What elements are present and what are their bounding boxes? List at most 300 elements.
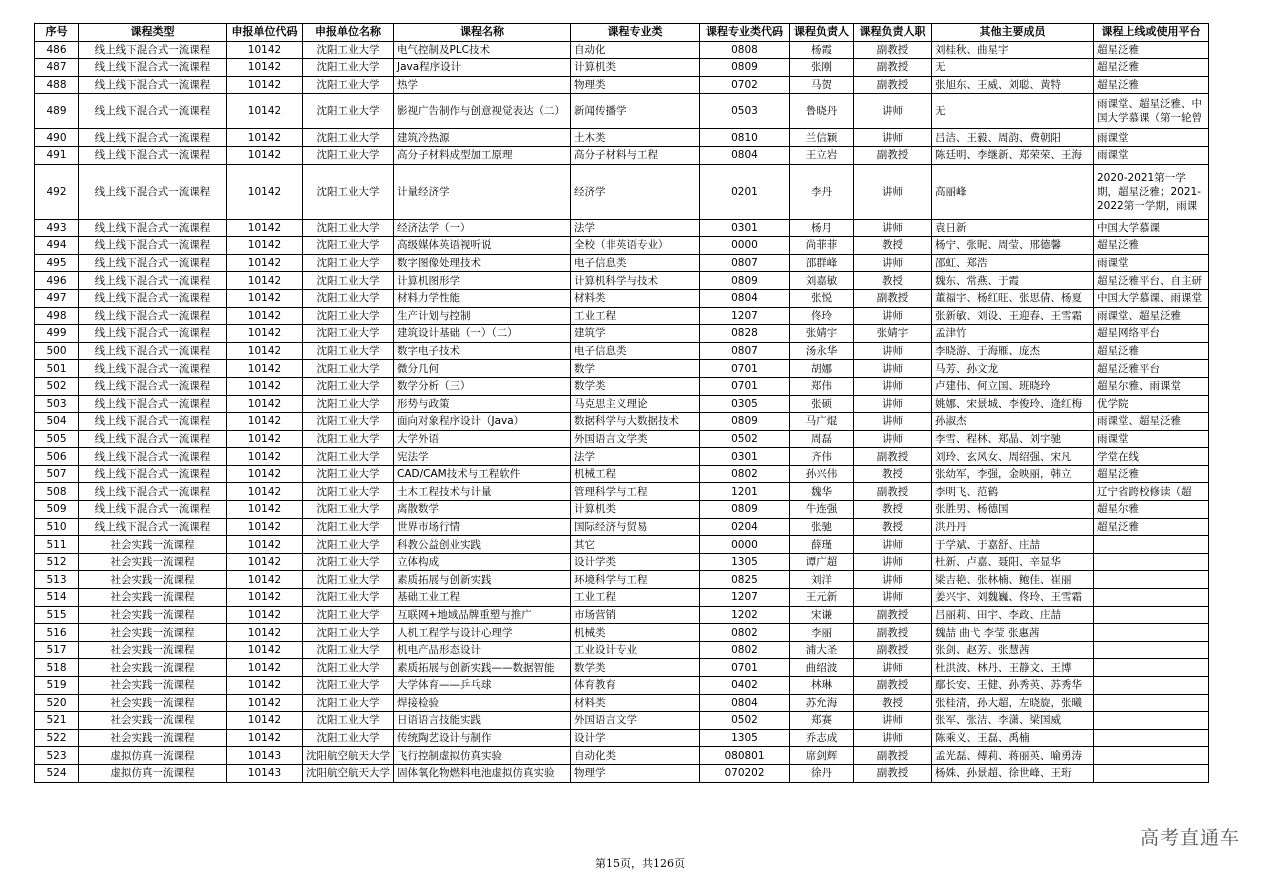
table-cell: 0804 — [700, 694, 790, 712]
table-cell — [1094, 694, 1209, 712]
table-cell: 高分子材料成型加工原理 — [394, 146, 571, 164]
table-cell: 副教授 — [854, 483, 932, 501]
table-cell: 10142 — [227, 325, 303, 343]
table-cell: 10142 — [227, 289, 303, 307]
table-cell: 体育教育 — [571, 677, 700, 695]
table-cell: 沈阳工业大学 — [303, 483, 394, 501]
table-cell: 雨课堂、超星泛雅、中国大学慕课（第一轮曾 — [1094, 94, 1209, 129]
table-cell: 10142 — [227, 342, 303, 360]
table-cell — [1094, 747, 1209, 765]
table-row — [35, 360, 1209, 378]
table-cell: 0301 — [700, 448, 790, 466]
table-cell: 谭广超 — [790, 553, 854, 571]
table-cell: 503 — [35, 395, 79, 413]
table-cell — [1094, 553, 1209, 571]
column-header: 课程专业类 — [571, 24, 700, 42]
table-cell: 林琳 — [790, 677, 854, 695]
table-cell: 王立岩 — [790, 146, 854, 164]
table-cell: 大学体育——乒乓球 — [394, 677, 571, 695]
table-cell: 沈阳工业大学 — [303, 325, 394, 343]
table-cell: 讲师 — [854, 413, 932, 431]
table-cell: 沈阳工业大学 — [303, 237, 394, 255]
table-cell: 辽宁省跨校修读（超 — [1094, 483, 1209, 501]
table-row — [35, 94, 1209, 129]
table-cell: 建筑设计基础（一）（二） — [394, 325, 571, 343]
table-cell: 社会实践一流课程 — [79, 589, 227, 607]
table-row — [35, 395, 1209, 413]
table-cell: 0802 — [700, 465, 790, 483]
table-row — [35, 307, 1209, 325]
table-cell: 雨课堂 — [1094, 254, 1209, 272]
table-row — [35, 465, 1209, 483]
table-cell: 讲师 — [854, 94, 932, 129]
page-footer: 第15页，共126页 — [595, 857, 685, 870]
table-cell: 张硕 — [790, 395, 854, 413]
table-row — [35, 146, 1209, 164]
table-cell: 焊接检验 — [394, 694, 571, 712]
table-cell: 10142 — [227, 219, 303, 237]
table-cell: 数学 — [571, 360, 700, 378]
table-cell: 504 — [35, 413, 79, 431]
table-cell: 10143 — [227, 747, 303, 765]
table-cell: 522 — [35, 729, 79, 747]
table-cell: 周磊 — [790, 430, 854, 448]
table-row — [35, 501, 1209, 519]
table-cell: 520 — [35, 694, 79, 712]
table-cell: 宪法学 — [394, 448, 571, 466]
table-cell: 孟光磊、傅莉、蒋丽英、喻勇涛 — [932, 747, 1094, 765]
table-cell: 512 — [35, 553, 79, 571]
table-cell: 499 — [35, 325, 79, 343]
table-cell: 机电产品形态设计 — [394, 641, 571, 659]
table-cell: 国际经济与贸易 — [571, 518, 700, 536]
table-cell: 10142 — [227, 59, 303, 77]
table-cell: 0809 — [700, 413, 790, 431]
table-cell: 507 — [35, 465, 79, 483]
table-cell: 管理科学与工程 — [571, 483, 700, 501]
table-cell: 董福宇、杨红旺、张思倩、杨夏 — [932, 289, 1094, 307]
table-cell: 大学外语 — [394, 430, 571, 448]
table-cell: 488 — [35, 76, 79, 94]
table-cell: 1207 — [700, 307, 790, 325]
table-cell: 沈阳工业大学 — [303, 272, 394, 290]
table-cell: 中国大学慕课、雨课堂 — [1094, 289, 1209, 307]
table-cell: 尚菲菲 — [790, 237, 854, 255]
table-cell: 沈阳工业大学 — [303, 254, 394, 272]
table-cell: 数据科学与大数据技术 — [571, 413, 700, 431]
table-row — [35, 641, 1209, 659]
table-cell: 沈阳工业大学 — [303, 571, 394, 589]
table-row — [35, 518, 1209, 536]
table-cell: 0809 — [700, 272, 790, 290]
table-cell: 土木工程技术与计量 — [394, 483, 571, 501]
table-cell: 487 — [35, 59, 79, 77]
table-cell: 工业工程 — [571, 589, 700, 607]
table-cell: Java程序设计 — [394, 59, 571, 77]
table-cell: 杨月 — [790, 219, 854, 237]
table-cell: 热学 — [394, 76, 571, 94]
table-cell: 沈阳航空航天大学 — [303, 747, 394, 765]
table-cell: 0305 — [700, 395, 790, 413]
table-cell: 线上线下混合式一流课程 — [79, 59, 227, 77]
table-cell: 496 — [35, 272, 79, 290]
table-cell: 固体氧化物燃料电池虚拟仿真实验 — [394, 764, 571, 782]
table-cell: 副教授 — [854, 289, 932, 307]
table-row — [35, 325, 1209, 343]
table-row — [35, 729, 1209, 747]
table-cell: 邵群峰 — [790, 254, 854, 272]
table-cell: 讲师 — [854, 536, 932, 554]
table-cell: 沈阳航空航天大学 — [303, 764, 394, 782]
table-cell: 副教授 — [854, 41, 932, 59]
table-cell: 副教授 — [854, 624, 932, 642]
table-cell: 经济学 — [571, 164, 700, 219]
table-row — [35, 571, 1209, 589]
table-cell: 环境科学与工程 — [571, 571, 700, 589]
table-cell: 陈廷明、李继新、郑荣荣、王海 — [932, 146, 1094, 164]
table-cell — [1094, 641, 1209, 659]
course-table — [34, 23, 1209, 783]
table-cell: 沈阳工业大学 — [303, 360, 394, 378]
table-cell: 兰信颖 — [790, 129, 854, 147]
table-cell: 沈阳工业大学 — [303, 377, 394, 395]
table-cell: 牛连强 — [790, 501, 854, 519]
table-row — [35, 747, 1209, 765]
table-cell: 0701 — [700, 377, 790, 395]
table-cell: 1207 — [700, 589, 790, 607]
table-cell: 10142 — [227, 360, 303, 378]
table-cell: 自动化类 — [571, 747, 700, 765]
table-cell: 材料力学性能 — [394, 289, 571, 307]
table-cell: 虚拟仿真一流课程 — [79, 747, 227, 765]
table-cell: 讲师 — [854, 254, 932, 272]
table-cell: 数字电子技术 — [394, 342, 571, 360]
table-cell: 513 — [35, 571, 79, 589]
column-header: 课程负责人职 — [854, 24, 932, 42]
table-cell: 讲师 — [854, 571, 932, 589]
table-cell: 魏喆 曲弋 李莹 张惠茜 — [932, 624, 1094, 642]
table-cell: 线上线下混合式一流课程 — [79, 41, 227, 59]
table-cell: 超星泛雅 — [1094, 237, 1209, 255]
table-cell: 孙兴伟 — [790, 465, 854, 483]
table-cell: 电子信息类 — [571, 342, 700, 360]
table-cell: 沈阳工业大学 — [303, 553, 394, 571]
table-row — [35, 129, 1209, 147]
table-cell: 10142 — [227, 146, 303, 164]
table-cell: 张胜男、杨德国 — [932, 501, 1094, 519]
column-header: 申报单位代码 — [227, 24, 303, 42]
table-cell: 线上线下混合式一流课程 — [79, 254, 227, 272]
table-cell: 10142 — [227, 729, 303, 747]
table-cell: 鲁晓丹 — [790, 94, 854, 129]
table-cell: 魏东、常燕、于霞 — [932, 272, 1094, 290]
table-cell: 502 — [35, 377, 79, 395]
table-cell: 0828 — [700, 325, 790, 343]
table-cell: 杨姝、孙景超、徐世峰、王珩 — [932, 764, 1094, 782]
table-cell: 524 — [35, 764, 79, 782]
table-cell: 法学 — [571, 219, 700, 237]
table-cell: 飞行控制虚拟仿真实验 — [394, 747, 571, 765]
table-cell: 计算机类 — [571, 501, 700, 519]
table-row — [35, 377, 1209, 395]
table-row — [35, 289, 1209, 307]
table-cell: 社会实践一流课程 — [79, 712, 227, 730]
table-cell: 495 — [35, 254, 79, 272]
table-cell: 无 — [932, 94, 1094, 129]
table-cell: 10142 — [227, 483, 303, 501]
table-cell: 张桂清，孙大超，左晓旋，张曦 — [932, 694, 1094, 712]
table-cell: 宋谦 — [790, 606, 854, 624]
table-cell: 0810 — [700, 129, 790, 147]
table-cell: 自动化 — [571, 41, 700, 59]
table-cell: 沈阳工业大学 — [303, 729, 394, 747]
table-cell: 线上线下混合式一流课程 — [79, 377, 227, 395]
table-cell: 沈阳工业大学 — [303, 606, 394, 624]
table-cell: 工业设计专业 — [571, 641, 700, 659]
table-row — [35, 606, 1209, 624]
table-cell: 超星泛雅 — [1094, 518, 1209, 536]
table-cell: 孟津竹 — [932, 325, 1094, 343]
table-cell: 讲师 — [854, 395, 932, 413]
table-cell: 超星泛雅平台、自主研 — [1094, 272, 1209, 290]
table-cell: 教授 — [854, 272, 932, 290]
table-cell — [1094, 606, 1209, 624]
table-cell: 0502 — [700, 712, 790, 730]
table-row — [35, 659, 1209, 677]
table-cell: 数学分析（三） — [394, 377, 571, 395]
table-row — [35, 41, 1209, 59]
table-cell: 沈阳工业大学 — [303, 712, 394, 730]
table-cell: 超星泛雅 — [1094, 76, 1209, 94]
table-cell: 超星泛雅平台 — [1094, 360, 1209, 378]
table-cell: 线上线下混合式一流课程 — [79, 164, 227, 219]
table-cell: 徐丹 — [790, 764, 854, 782]
column-header: 课程上线或使用平台 — [1094, 24, 1209, 42]
table-cell: 1305 — [700, 729, 790, 747]
table-cell: 中国大学慕课 — [1094, 219, 1209, 237]
table-cell — [1094, 659, 1209, 677]
table-cell: 505 — [35, 430, 79, 448]
column-header: 课程类型 — [79, 24, 227, 42]
table-cell: 10143 — [227, 764, 303, 782]
table-row — [35, 59, 1209, 77]
table-cell: 1202 — [700, 606, 790, 624]
table-cell: 学堂在线 — [1094, 448, 1209, 466]
table-cell: 电子信息类 — [571, 254, 700, 272]
table-cell: 世界市场行情 — [394, 518, 571, 536]
table-cell: 0807 — [700, 342, 790, 360]
table-cell: 0701 — [700, 659, 790, 677]
table-cell: 线上线下混合式一流课程 — [79, 413, 227, 431]
table-cell: 材料类 — [571, 694, 700, 712]
table-cell: 070202 — [700, 764, 790, 782]
table-cell: 高分子材料与工程 — [571, 146, 700, 164]
table-cell: 沈阳工业大学 — [303, 342, 394, 360]
table-cell: 计量经济学 — [394, 164, 571, 219]
table-cell: 线上线下混合式一流课程 — [79, 307, 227, 325]
table-row — [35, 589, 1209, 607]
table-cell: 副教授 — [854, 747, 932, 765]
table-cell: 日语语言技能实践 — [394, 712, 571, 730]
table-cell: 全校（非英语专业） — [571, 237, 700, 255]
table-row — [35, 76, 1209, 94]
table-cell: 高丽峰 — [932, 164, 1094, 219]
table-cell: 社会实践一流课程 — [79, 606, 227, 624]
table-cell: 雨课堂 — [1094, 430, 1209, 448]
table-cell: 493 — [35, 219, 79, 237]
table-cell: 材料类 — [571, 289, 700, 307]
table-cell: 497 — [35, 289, 79, 307]
table-cell: 沈阳工业大学 — [303, 164, 394, 219]
table-cell: 张幼军，李强，金映丽，韩立 — [932, 465, 1094, 483]
table-cell — [1094, 536, 1209, 554]
table-cell: 线上线下混合式一流课程 — [79, 237, 227, 255]
table-cell: 超星泛雅 — [1094, 465, 1209, 483]
table-cell: 工业工程 — [571, 307, 700, 325]
table-cell — [1094, 624, 1209, 642]
table-cell: 基础工业工程 — [394, 589, 571, 607]
table-cell: 线上线下混合式一流课程 — [79, 325, 227, 343]
table-cell: 10142 — [227, 677, 303, 695]
table-cell: 物理类 — [571, 76, 700, 94]
table-cell: 0809 — [700, 501, 790, 519]
table-cell: 沈阳工业大学 — [303, 94, 394, 129]
table-cell: 计算机类 — [571, 59, 700, 77]
table-cell: 1305 — [700, 553, 790, 571]
table-cell: 0809 — [700, 59, 790, 77]
table-cell: 线上线下混合式一流课程 — [79, 219, 227, 237]
table-cell: 教授 — [854, 501, 932, 519]
table-row — [35, 677, 1209, 695]
table-cell: 优学院 — [1094, 395, 1209, 413]
table-cell: 陈乘义、王磊、禹楠 — [932, 729, 1094, 747]
table-cell: 516 — [35, 624, 79, 642]
table-cell: 雨课堂 — [1094, 146, 1209, 164]
table-cell: 社会实践一流课程 — [79, 641, 227, 659]
table-cell: 社会实践一流课程 — [79, 571, 227, 589]
table-cell: 沈阳工业大学 — [303, 307, 394, 325]
table-cell: 马广焜 — [790, 413, 854, 431]
table-cell — [1094, 571, 1209, 589]
table-cell: 511 — [35, 536, 79, 554]
table-cell: 超星泛雅 — [1094, 59, 1209, 77]
table-cell: 马克思主义理论 — [571, 395, 700, 413]
table-cell: 王元新 — [790, 589, 854, 607]
table-cell: 无 — [932, 59, 1094, 77]
table-cell: 市场营销 — [571, 606, 700, 624]
table-header-row — [35, 24, 1209, 42]
table-cell: 姚娜、宋景城、李俊玲、逄红梅 — [932, 395, 1094, 413]
table-cell: 2020-2021第一学期，超星泛雅；2021-2022第一学期，雨课 — [1094, 164, 1209, 219]
table-body — [35, 41, 1209, 782]
table-cell: 494 — [35, 237, 79, 255]
table-cell — [1094, 712, 1209, 730]
table-row — [35, 413, 1209, 431]
table-cell: 500 — [35, 342, 79, 360]
table-cell: 490 — [35, 129, 79, 147]
table-cell: 沈阳工业大学 — [303, 677, 394, 695]
table-cell: 洪丹丹 — [932, 518, 1094, 536]
table-cell: 线上线下混合式一流课程 — [79, 360, 227, 378]
table-cell: 张驰 — [790, 518, 854, 536]
table-cell: 李丽 — [790, 624, 854, 642]
table-cell: 魏华 — [790, 483, 854, 501]
table-cell: 沈阳工业大学 — [303, 413, 394, 431]
table-cell: 副教授 — [854, 448, 932, 466]
table-cell: 影视广告制作与创意视觉表达（二） — [394, 94, 571, 129]
table-cell: 张婧宇 — [854, 325, 932, 343]
table-cell: 509 — [35, 501, 79, 519]
table-cell: 社会实践一流课程 — [79, 677, 227, 695]
table-cell: 社会实践一流课程 — [79, 536, 227, 554]
table-cell: 邵虹、郑浩 — [932, 254, 1094, 272]
table-cell: 10142 — [227, 465, 303, 483]
table-cell: 计算机科学与技术 — [571, 272, 700, 290]
table-cell: 马贺 — [790, 76, 854, 94]
table-cell: 10142 — [227, 254, 303, 272]
table-cell: 法学 — [571, 448, 700, 466]
table-cell: 张剑、赵芳、张慧茜 — [932, 641, 1094, 659]
table-cell: 张新敏、刘设、王迎春、王雪霜 — [932, 307, 1094, 325]
table-cell: 线上线下混合式一流课程 — [79, 76, 227, 94]
table-row — [35, 342, 1209, 360]
table-cell: 建筑学 — [571, 325, 700, 343]
table-cell: 518 — [35, 659, 79, 677]
table-cell: 10142 — [227, 395, 303, 413]
table-row — [35, 553, 1209, 571]
table-cell: 孙淑杰 — [932, 413, 1094, 431]
table-cell: 张刚 — [790, 59, 854, 77]
table-cell: 张婧宇 — [790, 325, 854, 343]
table-cell: 线上线下混合式一流课程 — [79, 94, 227, 129]
table-cell: 10142 — [227, 76, 303, 94]
table-cell: 10142 — [227, 659, 303, 677]
table-cell: 讲师 — [854, 219, 932, 237]
table-cell: 讲师 — [854, 377, 932, 395]
table-cell: 吕洁、王毅、周韵、费朝阳 — [932, 129, 1094, 147]
table-cell: 教授 — [854, 694, 932, 712]
table-cell: 胡娜 — [790, 360, 854, 378]
table-cell: 0503 — [700, 94, 790, 129]
table-cell: 10142 — [227, 94, 303, 129]
table-cell: 讲师 — [854, 360, 932, 378]
table-cell: 10142 — [227, 518, 303, 536]
table-cell: 519 — [35, 677, 79, 695]
table-cell: 齐伟 — [790, 448, 854, 466]
table-cell: 设计学类 — [571, 553, 700, 571]
table-row — [35, 254, 1209, 272]
table-cell: 10142 — [227, 41, 303, 59]
table-cell: 0802 — [700, 641, 790, 659]
table-cell: 副教授 — [854, 764, 932, 782]
table-cell: 马芳、孙文龙 — [932, 360, 1094, 378]
table-cell — [1094, 589, 1209, 607]
table-row — [35, 272, 1209, 290]
table-cell: 492 — [35, 164, 79, 219]
table-cell — [1094, 677, 1209, 695]
table-cell — [1094, 764, 1209, 782]
table-cell: 沈阳工业大学 — [303, 76, 394, 94]
table-row — [35, 694, 1209, 712]
table-cell: 0701 — [700, 360, 790, 378]
table-cell: 汤永华 — [790, 342, 854, 360]
table-cell: 雨课堂、超星泛雅 — [1094, 413, 1209, 431]
table-cell: 新闻传播学 — [571, 94, 700, 129]
table-cell: 501 — [35, 360, 79, 378]
table-cell: 佟玲 — [790, 307, 854, 325]
column-header: 申报单位名称 — [303, 24, 394, 42]
table-cell: 设计学 — [571, 729, 700, 747]
